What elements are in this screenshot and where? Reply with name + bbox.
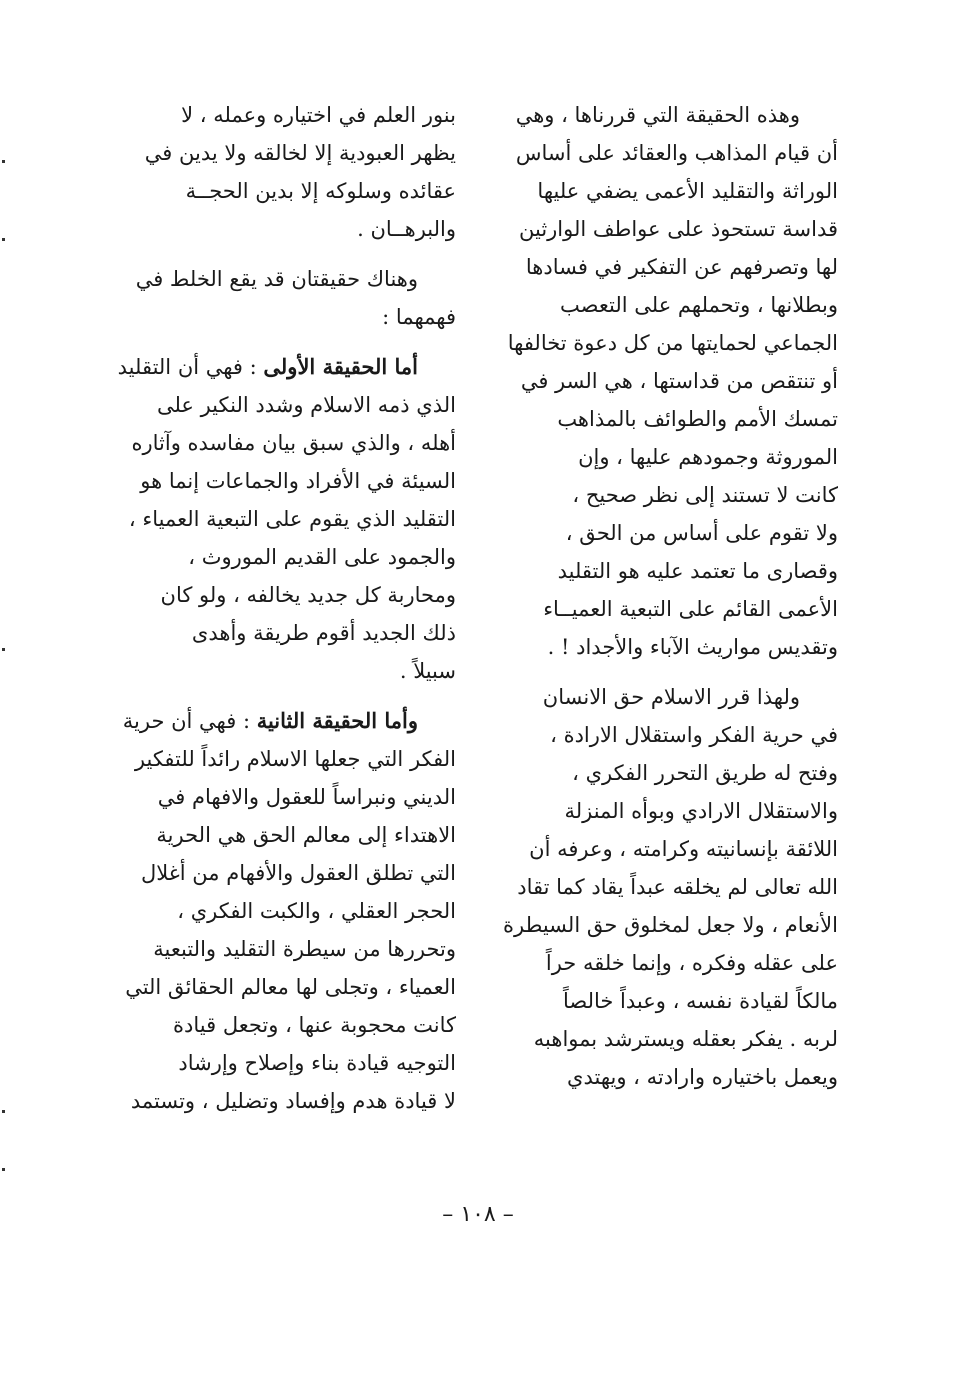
text-line: لا قيادة هدم وإفساد وتضليل ، وتستمد [130,1089,456,1113]
text-line: أهله ، والذي سبق بيان مفاسده وآثاره [131,431,456,455]
text-line: وهناك حقيقتان قد يقع الخلط في [135,267,418,291]
text-line: التقليد الذي يقوم على التبعية العمياء ، [128,507,456,531]
text-line: ذلك الجديد أقوم طريقة وأهدى [191,621,456,645]
text-line: أو تنتقص من قداستها ، هي السر في [520,369,838,393]
text-line: وفتح له طريق التحرر الفكري ، [572,761,838,785]
scan-mark [2,160,5,163]
text-line: الحجر العقلي ، والكبت الفكري ، [177,899,456,923]
text-line: الوراثة والتقليد الأعمى يضفي عليها [537,179,838,203]
text-line: الفكر التي جعلها الاسلام رائداً للتفكير [134,747,456,771]
text-line: يظهر العبودية إلا لخالقه ولا يدين في [144,141,456,165]
text-line: مالكاً لقيادة نفسه ، وعبداً خالصاً [562,989,838,1013]
text-line: سبيلاً . [399,659,456,683]
text-line: وتحررها من سيطرة التقليد والتبعية [153,937,456,961]
text-line: السيئة في الأفراد والجماعات إنما هو [140,469,456,493]
text-line: كانت لا تستند إلى نظر صحيح ، [572,483,838,507]
text-line: التوجيه قيادة بناء وإصلاح وإرشاد [178,1051,456,1075]
text-line: الديني ونبراساً للعقول والافهام في [157,785,456,809]
scan-mark [2,238,5,241]
scan-mark [2,1110,5,1113]
text-line [117,348,456,386]
text-line: وقصارى ما تعتمد عليه هو التقليد [557,559,838,583]
paragraph [117,348,456,690]
text-line: الموروثة وجمودهم عليها ، وإن [578,445,838,469]
text-line: الله تعالى لم يخلقه عبداً يقاد كما تقاد [517,875,838,899]
scan-mark [2,1168,5,1171]
text-line: الاهتداء إلى معالم الحق هي الحرية [156,823,456,847]
text-line: عقائده وسلوكه إلا بدين الحجــة [185,179,456,203]
text-line: الذي ذمه الاسلام وشدد النكير على [156,393,456,417]
text-line: كانت محجوبة عنها ، وتجعل قيادة [173,1013,456,1037]
text-line: والبرهــان . [357,217,456,241]
heading-continuation: : فهي أن التقليد [117,355,264,379]
text-line: على عقله وفكره ، وإنما خلقه حراً [545,951,838,975]
section-heading: وأما الحقيقة الثانية [256,708,418,733]
text-line: اللائقة بإنسانيته وكرامته ، وعرفه أن [529,837,838,861]
text-line: لربه . يفكر بعقله ويسترشد بمواهبه [533,1027,838,1051]
paragraph [507,96,838,666]
text-line: قداسة تستحوذ على عواطف الوارثين [519,217,838,241]
left-column [117,96,456,1132]
text-line: والاستقلال الارادي وبوأه المنزلة [564,799,838,823]
text-line: وتقديس مواريث الآباء والأجداد ! . [547,635,838,659]
text-line: وبطلانها ، وتحملهم على التعصب [560,293,838,317]
text-line: الأنعام ، ولا جعل لمخلوق حق السيطرة [503,913,838,937]
text-line: في حرية الفكر واستقلال الارادة ، [550,723,838,747]
text-line: فهمهما : [382,305,456,329]
right-column [503,96,838,1108]
text-line: ويعمل باختياره وارادته ، ويهتدي [567,1065,838,1089]
text-line: لها وتصرفهم عن التفكير في فسادها [525,255,838,279]
text-line: والجمود على القديم الموروث ، [188,545,456,569]
text-line [122,702,456,740]
text-line: بنور العلم في اختياره وعمله ، لا [181,103,456,127]
text-line: أن قيام المذاهب والعقائد على أساس [515,141,838,165]
text-line: العمياء ، وتجلى لها معالم الحقائق التي [125,975,456,999]
text-line: ومحاربة كل جديد يخالفه ، ولو كان [160,583,456,607]
text-line: ولهذا قرر الاسلام حق الانسان [542,685,800,709]
text-line: التي تطلق العقول والأفهام من أغلال [141,861,456,885]
paragraph [503,678,838,1096]
paragraph [122,702,456,1120]
paragraph [136,260,456,336]
text-line: تمسك الأمم والطوائف بالمذاهب [557,407,838,431]
text-line: ولا تقوم على أساس من الحق ، [565,521,838,545]
section-heading: أما الحقيقة الأولى [263,354,418,379]
page-number: – ١٠٨ – [442,1202,514,1227]
paragraph [136,96,456,248]
text-line: وهذه الحقيقة التي قررناها ، وهي [515,103,800,127]
text-line: الجماعي لحمايتها من كل دعوة تخالفها [507,331,838,355]
scan-mark [2,648,5,651]
text-line: الأعمى القائم على التبعية العميــاء [543,597,838,621]
heading-continuation: : فهي أن حرية [122,709,257,733]
